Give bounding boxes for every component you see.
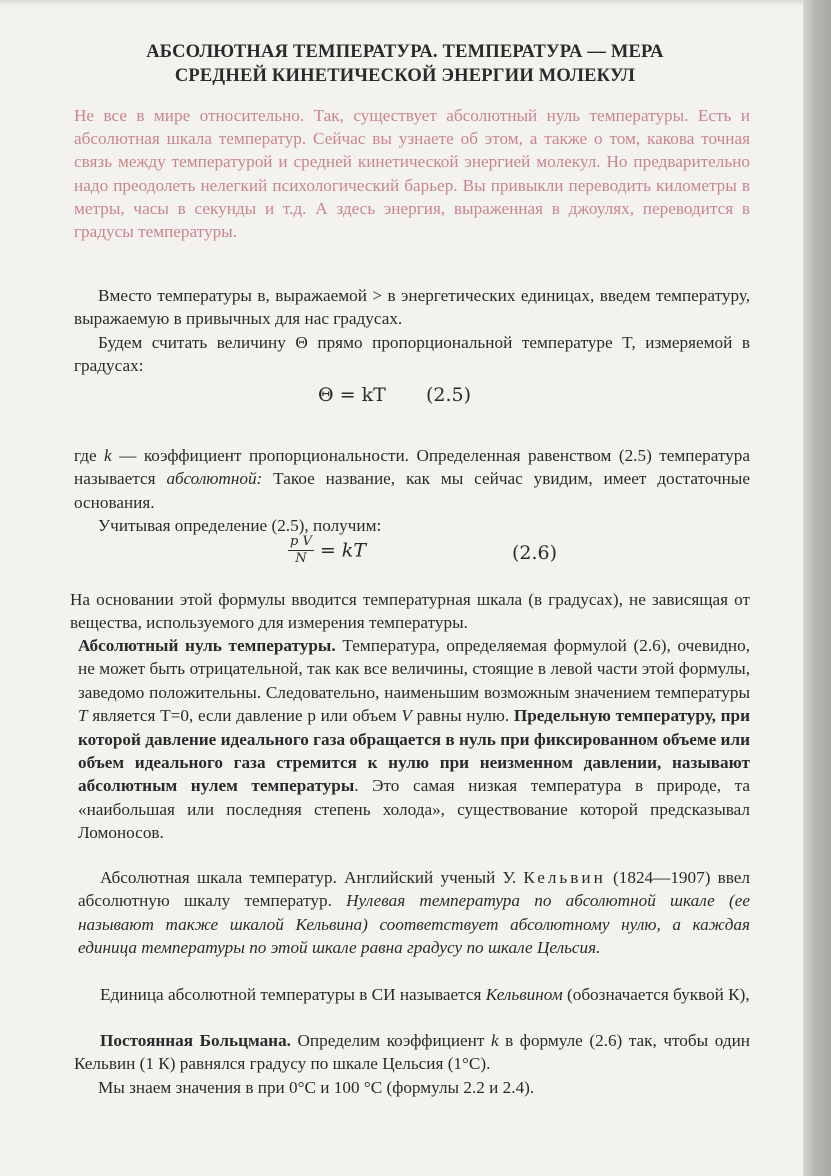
- fraction-numerator: p V: [290, 534, 312, 549]
- definition-absolute-zero: Предельную температуру, при которой давление идеального газа обращается в нуль при фиксированном объеме или объем идеального газа стремится к нулю при неизменном давлении, называют абсолютным нулем температуры: [78, 706, 750, 796]
- title-line-2: СРЕДНЕЙ КИНЕТИЧЕСКОЙ ЭНЕРГИИ МОЛЕКУЛ: [174, 66, 636, 86]
- paragraph-6: Абсолютный нуль температуры. Температура, определяемая формулой (2.6), очевидно, не может быть отрицательной, так как все величины, стоящие в левой части этой формулы, заведомо положительны. Следовательно, наименьшим возможным значением температуры T является T=0, если давление р или объем V равны нулю. Предельную температуру, при которой давление идеального газа обращается в нуль при фиксированном объеме или объем идеального газа стремится к нулю при неизменном давлении, называют абсолютным нулем температуры. Это самая низкая температура в природе, та «наибольшая или последняя степень холода», существование которой предсказывал Ломоносов.: [78, 636, 751, 843]
- equation-2-6-rhs: = kT: [319, 539, 366, 562]
- equation-2-5-formula: Θ = kT: [318, 384, 386, 406]
- equation-2-6: [288, 534, 366, 567]
- paragraph-1: Вместо температуры в, выражаемой > в энергетических единицах, введем температуру, выражаемую в привычных для нас градусах.: [74, 286, 750, 329]
- paragraph-5: На основании этой формулы вводится температурная шкала (в градусах), не зависящая от вещества, используемого для измерения температуры.: [70, 590, 750, 633]
- kelvin-scale-definition: Нулевая температура по абсолютной шкале (ее называют также шкалой Кельвина) соответствует абсолютному нулю, а каждая единица температуры по этой шкале равна градусу по шкале Цельсия.: [78, 891, 751, 958]
- heading-boltzmann: Постоянная Больцмана.: [100, 1031, 291, 1050]
- paragraph-7: Абсолютная шкала температур. Английский ученый У. Кельвин (1824—1907) ввел абсолютную шкалу температур. Нулевая температура по абсолютной шкале (ее называют также шкалой Кельвина) соответствует абсолютному нулю, а каждая единица температуры по этой шкале равна градусу по шкале Цельсия.: [78, 868, 751, 958]
- section-title: [60, 40, 750, 88]
- heading-absolute-zero: Абсолютный нуль температуры.: [78, 636, 336, 655]
- term-absolute: абсолютной:: [166, 469, 263, 489]
- equation-2-5: [318, 384, 386, 406]
- fraction-denominator: N: [295, 551, 307, 566]
- paragraph-10: Мы знаем значения в при 0°С и 100 °С (формулы 2.2 и 2.4).: [98, 1078, 535, 1097]
- intro-paragraph: Не все в мире относительно. Так, существует абсолютный нуль температуры. Есть и абсолютная шкала температур. Сейчас вы узнаете об этом, а также о том, какова точная связь между температурой и средней кинетической энергией молекул. Но предварительно надо преодолеть нелегкий психологический барьер. Вы привыкли переводить километры в метры, часы в секунды и т.д. А здесь энергия, выраженная в джоулях, переводится в градусы температуры.: [74, 106, 750, 242]
- paragraph-2: Будем считать величину Θ прямо пропорциональной температуре T, измеряемой в градусах:: [74, 333, 750, 376]
- equation-2-5-number: (2.5): [426, 384, 472, 406]
- fraction-pv-over-n: [288, 534, 314, 567]
- paragraph-8: Единица абсолютной температуры в СИ называется Кельвином (обозначается буквой К),: [100, 985, 750, 1004]
- title-line-1: АБСОЛЮТНАЯ ТЕМПЕРАТУРА. ТЕМПЕРАТУРА — МЕРА: [146, 42, 664, 62]
- page-right-edge: [803, 0, 831, 1176]
- equation-2-6-number: (2.6): [512, 542, 558, 564]
- paragraph-9: Постоянная Больцмана. Определим коэффициент k в формуле (2.6) так, чтобы один Кельвин (1 К) равнялся градусу по шкале Цельсия (1°C).: [74, 1031, 750, 1074]
- paragraph-3: где k — коэффициент пропорциональности. Определенная равенством (2.5) температура называется абсолютной: Такое название, как мы сейчас увидим, имеет достаточные основания.: [74, 446, 750, 512]
- paragraph-4: Учитывая определение (2.5), получим:: [98, 516, 382, 535]
- name-kelvin: Кельвин: [523, 868, 606, 887]
- variable-k: k: [104, 446, 112, 465]
- page-top-shadow: [0, 0, 831, 6]
